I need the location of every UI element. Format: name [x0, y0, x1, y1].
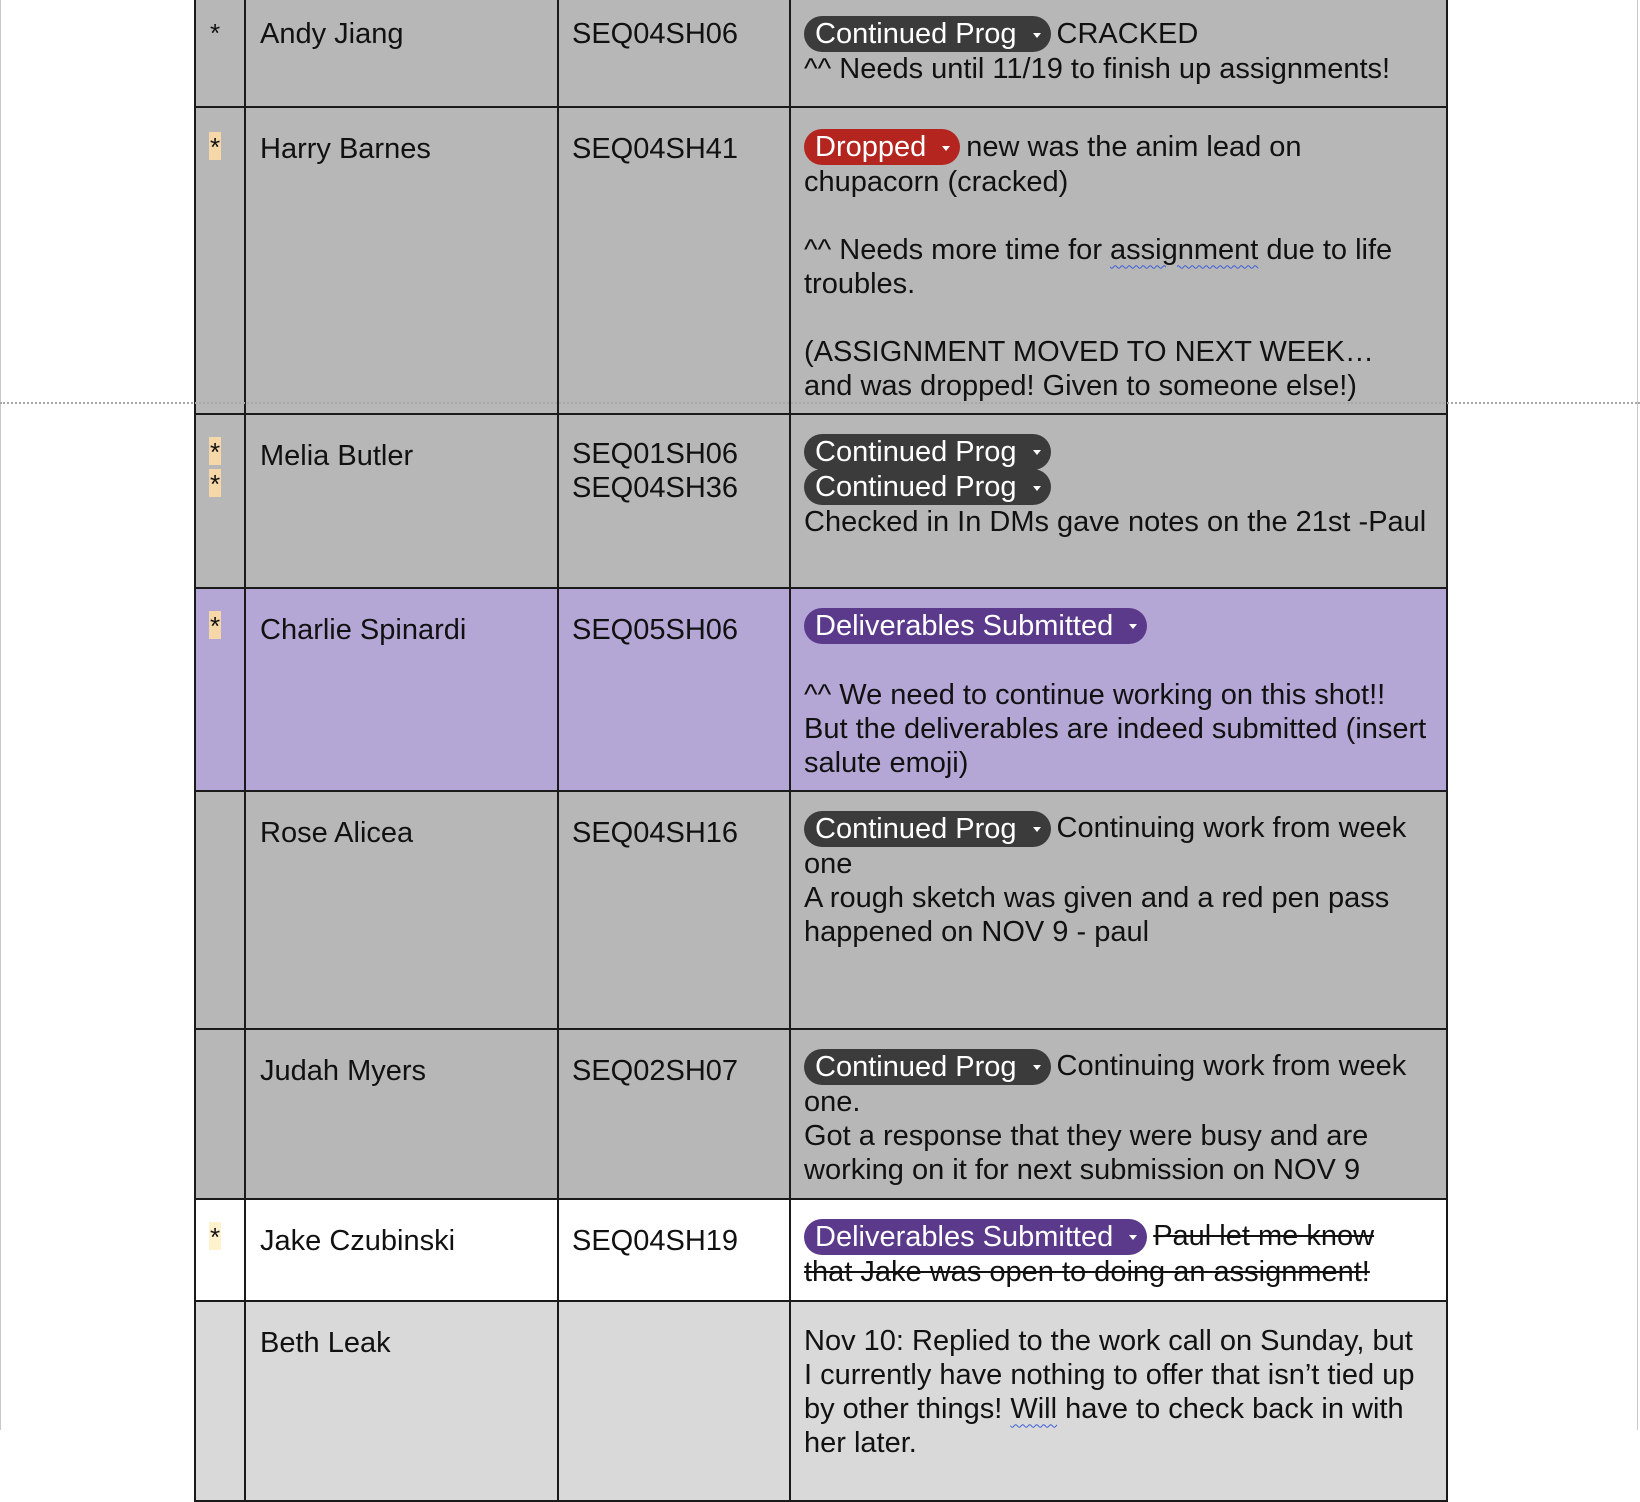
table-row	[195, 791, 1447, 1029]
artist-name: Rose Alicea	[260, 817, 414, 850]
shot-cell[interactable]	[558, 1301, 790, 1501]
priority-mark: *	[209, 469, 221, 500]
note-text: ^^ We need to continue working on this shot!! But the deliverables are indeed submitted (insert salute emoji)	[804, 678, 1427, 779]
status-chip-label: Continued Prog	[815, 812, 1017, 845]
name-cell[interactable]	[245, 1199, 558, 1301]
shot-cell[interactable]	[558, 588, 790, 791]
mark-cell[interactable]	[195, 1029, 245, 1199]
status-chip[interactable]	[804, 1219, 1147, 1255]
note-text: ^^ Needs more time for assignment due to life troubles.	[804, 234, 1393, 301]
priority-mark: *	[209, 437, 221, 468]
shot-code: SEQ04SH36	[572, 472, 739, 505]
notes-cell[interactable]	[790, 1199, 1447, 1301]
artist-name: Beth Leak	[260, 1327, 391, 1360]
status-chip-label: Dropped	[815, 131, 927, 164]
shot-code: SEQ04SH19	[572, 1225, 739, 1258]
status-chip[interactable]	[804, 811, 1051, 847]
priority-mark: *	[209, 132, 221, 162]
mark-cell[interactable]	[195, 0, 245, 107]
status-chip-label: Continued Prog	[815, 18, 1017, 51]
mark-cell[interactable]	[195, 1301, 245, 1501]
status-chip-label: Continued Prog	[815, 1050, 1017, 1083]
status-note: Continuing work from week one.	[804, 1050, 1407, 1118]
notes-cell[interactable]	[790, 588, 1447, 791]
spelling-flag: Will	[1010, 1393, 1058, 1426]
chevron-down-icon	[1129, 624, 1137, 629]
assignment-tracker-table	[194, 0, 1448, 1502]
chevron-down-icon	[1033, 450, 1041, 455]
mark-cell[interactable]	[195, 791, 245, 1029]
notes-cell[interactable]	[790, 414, 1447, 588]
chevron-down-icon	[942, 146, 950, 151]
status-chip-label: Deliverables Submitted	[815, 609, 1114, 642]
artist-name: Harry Barnes	[260, 133, 431, 165]
artist-name: Melia Butler	[260, 440, 414, 473]
note-text: ^^ Needs until 11/19 to finish up assignments!	[804, 53, 1391, 86]
mark-cell[interactable]	[195, 107, 245, 414]
status-chip[interactable]	[804, 434, 1051, 470]
artist-name: Judah Myers	[260, 1055, 427, 1088]
notes-cell[interactable]	[790, 107, 1447, 414]
shot-code: SEQ04SH16	[572, 817, 739, 850]
note-text: A rough sketch was given and a red pen pass happened on NOV 9 - paul	[804, 881, 1390, 948]
struck-note: Paul let me know that Jake was open to doing an assignment!	[804, 1220, 1375, 1288]
name-cell[interactable]	[245, 588, 558, 791]
status-note: Continuing work from week one	[804, 812, 1407, 880]
table-row	[195, 1199, 1447, 1301]
artist-name: Andy Jiang	[260, 18, 404, 50]
note-text: (ASSIGNMENT MOVED TO NEXT WEEK… and was dropped! Given to someone else!)	[804, 336, 1374, 403]
table-row	[195, 1029, 1447, 1199]
shot-cell[interactable]	[558, 107, 790, 414]
note-text: Got a response that they were busy and are working on it for next submission on NOV 9	[804, 1119, 1369, 1186]
shot-code: SEQ04SH06	[572, 18, 739, 50]
status-chip-label: Deliverables Submitted	[815, 1220, 1114, 1253]
mark-cell[interactable]	[195, 588, 245, 791]
shot-code: SEQ05SH06	[572, 614, 739, 647]
name-cell[interactable]	[245, 1301, 558, 1501]
page-edge-left	[0, 0, 1, 1430]
priority-mark: *	[209, 1222, 221, 1253]
notes-cell[interactable]	[790, 1029, 1447, 1199]
shot-code: SEQ02SH07	[572, 1055, 739, 1088]
status-chip[interactable]	[804, 16, 1051, 52]
name-cell[interactable]	[245, 1029, 558, 1199]
shot-cell[interactable]	[558, 1199, 790, 1301]
chevron-down-icon	[1033, 827, 1041, 832]
chevron-down-icon	[1033, 1065, 1041, 1070]
shot-code: SEQ04SH41	[572, 133, 739, 165]
artist-name: Jake Czubinski	[260, 1225, 456, 1258]
status-chip[interactable]	[804, 1049, 1051, 1085]
table-row	[195, 1301, 1447, 1501]
note-text: Checked in In DMs gave notes on the 21st -Paul	[804, 506, 1427, 539]
chevron-down-icon	[1033, 486, 1041, 491]
table-row	[195, 414, 1447, 588]
table-row	[195, 0, 1447, 107]
chevron-down-icon	[1129, 1235, 1137, 1240]
name-cell[interactable]	[245, 791, 558, 1029]
shot-cell[interactable]	[558, 791, 790, 1029]
shot-code: SEQ01SH06	[572, 438, 739, 471]
table-row	[195, 588, 1447, 791]
spelling-flag: assignment	[1110, 234, 1259, 267]
status-chip-label: Continued Prog	[815, 435, 1017, 468]
priority-mark: *	[209, 18, 221, 48]
status-chip-label: Continued Prog	[815, 471, 1017, 504]
name-cell[interactable]	[245, 107, 558, 414]
status-chip[interactable]	[804, 129, 960, 165]
mark-cell[interactable]	[195, 414, 245, 588]
status-chip[interactable]	[804, 608, 1147, 644]
name-cell[interactable]	[245, 0, 558, 107]
name-cell[interactable]	[245, 414, 558, 588]
page-break	[0, 402, 1640, 404]
note-text: chupacorn (cracked)	[804, 166, 1069, 199]
shot-cell[interactable]	[558, 0, 790, 107]
chevron-down-icon	[1033, 33, 1041, 38]
notes-cell[interactable]	[790, 0, 1447, 107]
notes-cell[interactable]	[790, 1301, 1447, 1501]
note-text: Nov 10: Replied to the work call on Sunday, but I currently have nothing to offer that isn’t tied up by other things! Will have to check back in with her later.	[804, 1325, 1415, 1460]
table-row	[195, 107, 1447, 414]
status-chip[interactable]	[804, 469, 1051, 505]
page-edge-right	[1637, 0, 1638, 1430]
shot-cell[interactable]	[558, 1029, 790, 1199]
shot-cell[interactable]	[558, 414, 790, 588]
artist-name: Charlie Spinardi	[260, 614, 467, 647]
notes-cell[interactable]	[790, 791, 1447, 1029]
mark-cell[interactable]	[195, 1199, 245, 1301]
status-note: new was the anim lead on	[966, 131, 1302, 163]
status-note: CRACKED	[1056, 18, 1199, 50]
priority-mark: *	[209, 611, 221, 642]
